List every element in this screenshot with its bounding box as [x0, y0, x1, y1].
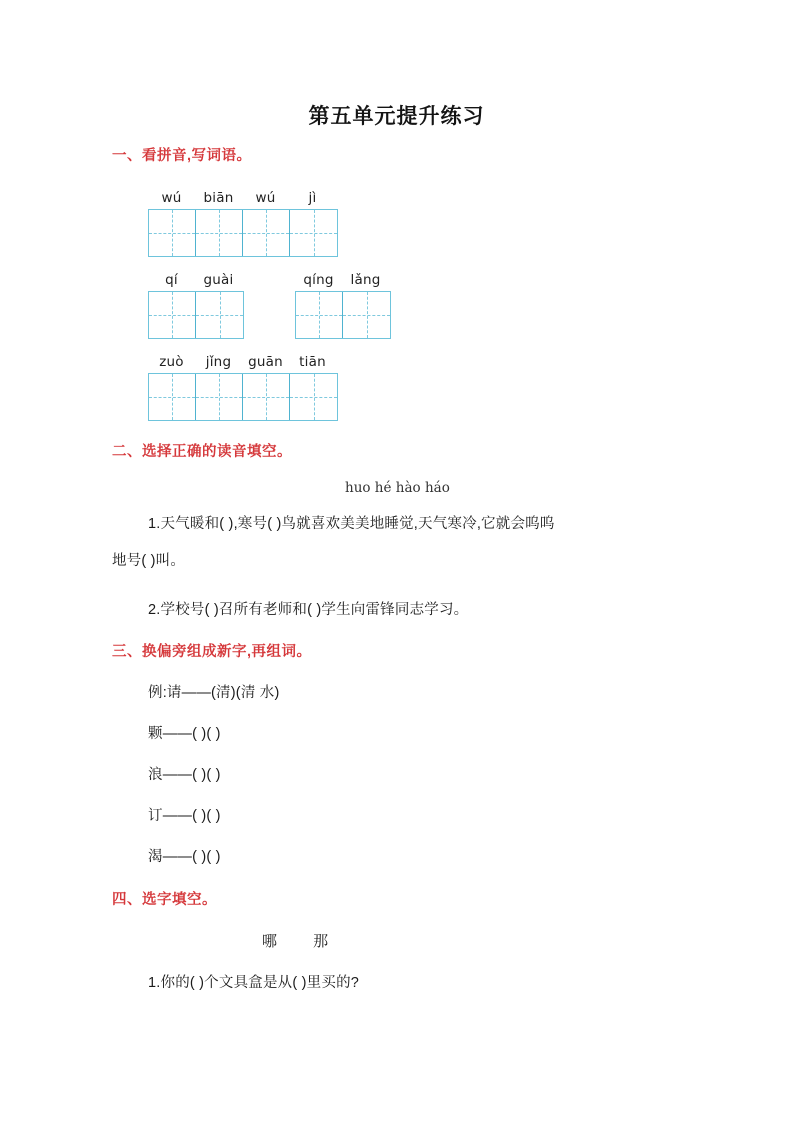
- section-heading-1: 一、看拼音,写词语。: [112, 148, 252, 164]
- pinyin-syllable: biān: [203, 190, 234, 206]
- tianzige-cell[interactable]: [296, 292, 343, 338]
- tianzige-group-2-2: [295, 272, 391, 339]
- pinyin-syllable: qí: [165, 272, 178, 288]
- pinyin-syllable: lǎng: [350, 272, 381, 288]
- question-2-2: 2.学校号( )召所有老师和( )学生向雷锋同志学习。: [148, 602, 469, 618]
- question-3-2: 浪——( )( ): [148, 767, 221, 783]
- tianzige-cell[interactable]: [290, 210, 337, 256]
- pinyin-syllable: wú: [255, 190, 276, 206]
- tianzige-group-3-1: [148, 354, 338, 421]
- pinyin-row: [148, 272, 244, 288]
- tianzige-cell[interactable]: [196, 210, 243, 256]
- tianzige-cell[interactable]: [243, 210, 290, 256]
- pinyin-row: [295, 272, 391, 288]
- question-2-1-cont: 地号( )叫。: [112, 553, 186, 569]
- tianzige-cell[interactable]: [149, 292, 196, 338]
- section-heading-3: 三、换偏旁组成新字,再组词。: [112, 644, 312, 660]
- tianzige-cell[interactable]: [149, 210, 196, 256]
- pinyin-syllable: guài: [203, 272, 234, 288]
- pinyin-syllable: jì: [308, 190, 317, 206]
- tianzige-grid[interactable]: [295, 291, 391, 339]
- pinyin-row: [148, 190, 338, 206]
- tianzige-group-1-1: [148, 190, 338, 257]
- tianzige-grid[interactable]: [148, 291, 244, 339]
- tianzige-group-2-1: [148, 272, 244, 339]
- tianzige-cell[interactable]: [149, 374, 196, 420]
- section-heading-4: 四、选字填空。: [112, 892, 217, 908]
- tianzige-cell[interactable]: [243, 374, 290, 420]
- pinyin-option-list: huo hé hào háo: [345, 480, 450, 496]
- tianzige-grid[interactable]: [148, 373, 338, 421]
- page-title: 第五单元提升练习: [308, 105, 485, 128]
- pinyin-syllable: wú: [161, 190, 182, 206]
- tianzige-cell[interactable]: [290, 374, 337, 420]
- question-3-1: 颗——( )( ): [148, 726, 221, 742]
- pinyin-row: [148, 354, 338, 370]
- section-heading-2: 二、选择正确的读音填空。: [112, 444, 292, 460]
- character-option-list: 哪 那: [262, 933, 345, 950]
- pinyin-syllable: qíng: [303, 272, 334, 288]
- tianzige-cell[interactable]: [343, 292, 390, 338]
- question-4-1: 1.你的( )个文具盒是从( )里买的?: [148, 975, 360, 991]
- question-3-4: 渴——( )( ): [148, 849, 221, 865]
- question-3-3: 订——( )( ): [148, 808, 221, 824]
- question-2-1: 1.天气暖和( ),寒号( )鸟就喜欢美美地睡觉,天气寒冷,它就会呜呜: [148, 516, 555, 532]
- tianzige-cell[interactable]: [196, 374, 243, 420]
- pinyin-syllable: guān: [248, 354, 283, 370]
- tianzige-cell[interactable]: [196, 292, 243, 338]
- pinyin-syllable: zuò: [159, 354, 184, 370]
- pinyin-syllable: tiān: [299, 354, 326, 370]
- example-3: 例:请——(清)(清 水): [148, 685, 280, 701]
- tianzige-grid[interactable]: [148, 209, 338, 257]
- pinyin-syllable: jǐng: [205, 354, 232, 370]
